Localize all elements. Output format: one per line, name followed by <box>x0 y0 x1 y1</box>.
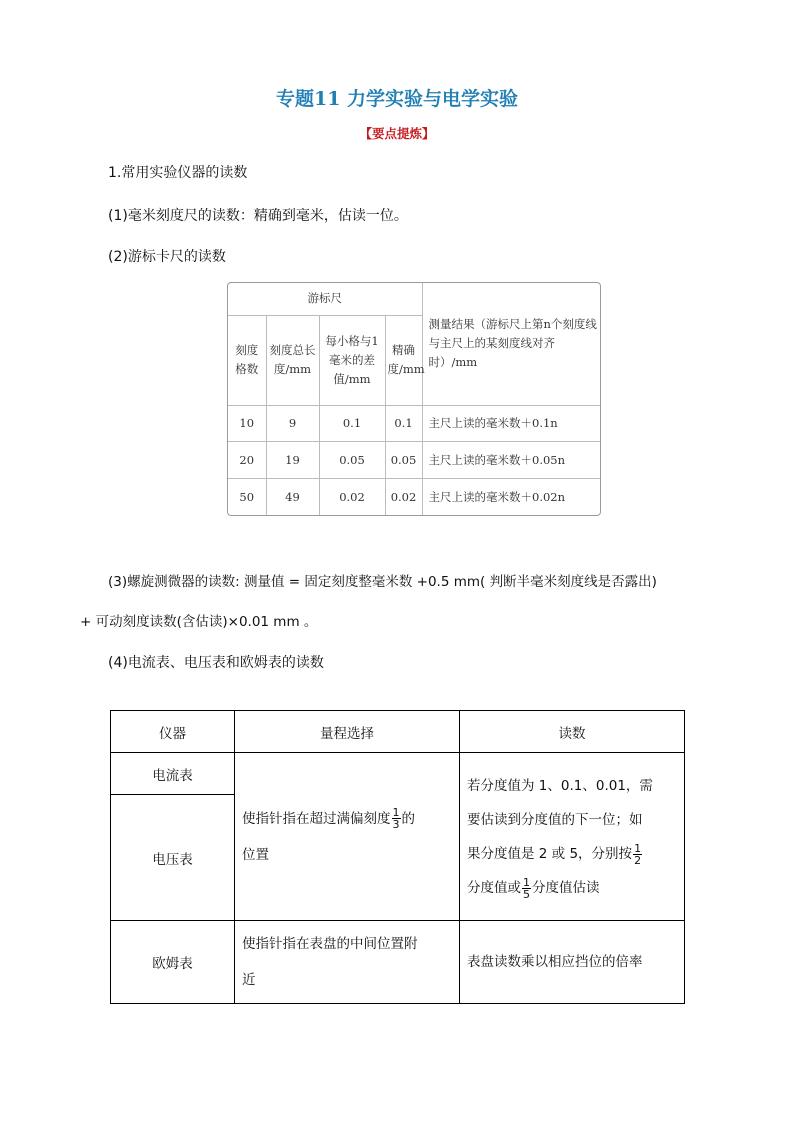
vernier-group-header: 游标尺 <box>228 283 422 315</box>
cell-ammeter: 电流表 <box>111 753 235 795</box>
fraction: $\frac{1}{3}$ <box>392 806 400 831</box>
section-heading: 1.常用实验仪器的读数 <box>108 165 248 181</box>
header-divisions: 刻度格数 <box>228 315 266 405</box>
cell-result: 主尺上读的毫米数＋0.1n <box>422 405 600 442</box>
cell-total-length: 49 <box>266 479 319 515</box>
header-reading: 读数 <box>460 711 685 753</box>
cell-precision: 0.1 <box>385 405 422 442</box>
section-subtitle: 【要点提炼】 <box>359 126 435 141</box>
fraction: $\frac{1}{5}$ <box>523 875 530 901</box>
fraction: $\frac{1}{2}$ <box>634 841 642 867</box>
cell-result: 主尺上读的毫米数＋0.05n <box>422 442 600 479</box>
header-diff: 每小格与1毫米的差值/mm <box>319 315 385 405</box>
table-row <box>228 479 600 515</box>
header-instrument: 仪器 <box>111 711 235 753</box>
cell-diff: 0.05 <box>319 442 385 479</box>
meter-table <box>110 710 685 1004</box>
paragraph-ruler: (1)毫米刻度尺的读数：精确到毫米，估读一位。 <box>108 208 408 224</box>
header-total-length: 刻度总长度/mm <box>266 315 319 405</box>
header-precision: 精确度/mm <box>385 315 422 405</box>
table-row <box>228 442 600 479</box>
cell-diff: 0.1 <box>319 405 385 442</box>
cell-voltmeter: 电压表 <box>111 795 235 921</box>
page-title: 专题11 力学实验与电学实验 <box>275 88 519 110</box>
cell-result: 主尺上读的毫米数＋0.02n <box>422 479 600 515</box>
cell-divisions: 10 <box>228 405 266 442</box>
cell-precision: 0.02 <box>385 479 422 515</box>
cell-divisions: 20 <box>228 442 266 479</box>
cell-diff: 0.02 <box>319 479 385 515</box>
cell-range-ohm: 使指针指在表盘的中间位置附 近 <box>235 921 460 1004</box>
cell-total-length: 19 <box>266 442 319 479</box>
paragraph-vernier: (2)游标卡尺的读数 <box>108 249 226 265</box>
header-range: 量程选择 <box>235 711 460 753</box>
cell-reading-av: 若分度值为 1、0.1、0.01，需 要估读到分度值的下一位；如 果分度值是 2 或 5，分别按 $\frac{1}{2}$ 分度值或 $\frac{1}{5}$ 分度值估读 <box>460 753 685 921</box>
cell-total-length: 9 <box>266 405 319 442</box>
paragraph-micrometer: (3)螺旋测微器的读数: 测量值 = 固定刻度整毫米数 +0.5 mm( 判断半毫米刻度线是否露出) <box>108 574 657 590</box>
cell-range-av: 使指针指在超过满偏刻度 $\frac{1}{3}$ 的 位置 <box>235 753 460 921</box>
cell-precision: 0.05 <box>385 442 422 479</box>
paragraph-micrometer-cont: + 可动刻度读数(含估读)×0.01 mm 。 <box>80 614 318 630</box>
paragraph-meters: (4)电流表、电压表和欧姆表的读数 <box>108 655 324 671</box>
cell-divisions: 50 <box>228 479 266 515</box>
cell-ohmmeter: 欧姆表 <box>111 921 235 1004</box>
cell-reading-ohm: 表盘读数乘以相应挡位的倍率 <box>460 921 685 1004</box>
vernier-table <box>227 282 601 516</box>
table-row <box>228 405 600 442</box>
header-result: 测量结果（游标尺上第n个刻度线与主尺上的某刻度线对齐时）/mm <box>422 283 600 405</box>
